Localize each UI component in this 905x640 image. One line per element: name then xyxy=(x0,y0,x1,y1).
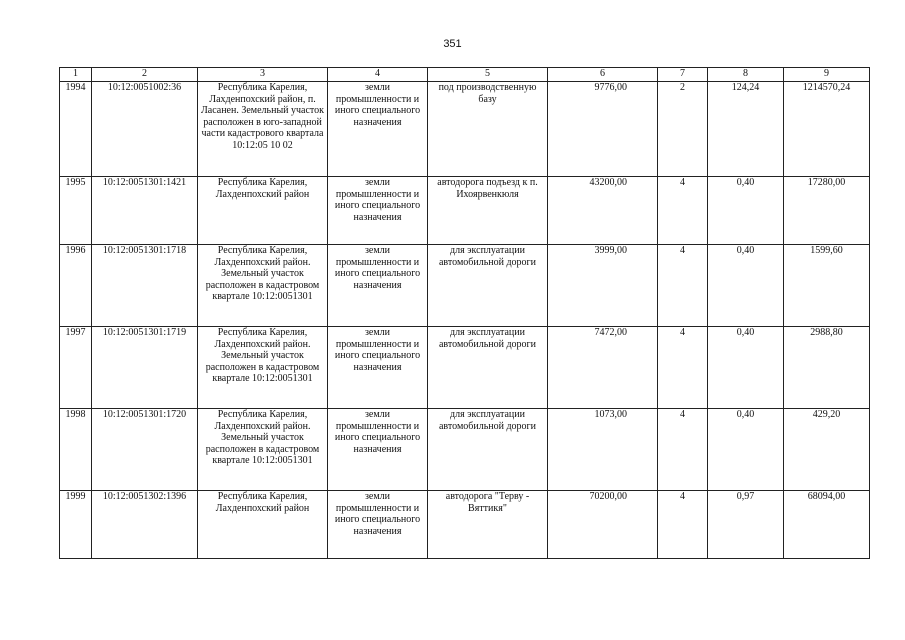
table-header-row xyxy=(60,68,870,82)
land-category-cell: земли промышленности и иного специального назначения xyxy=(328,82,428,177)
table-row xyxy=(60,245,870,327)
cadastral-number: 10:12:0051301:1720 xyxy=(92,409,198,491)
address-cell: Республика Карелия, Лахденпохский район. Земельный участок расположен в кадастровом квартале 10:12:0051301 xyxy=(198,245,328,327)
land-registry-table xyxy=(59,67,870,559)
total-cell: 2988,80 xyxy=(784,327,870,409)
cadastral-number: 10:12:0051302:1396 xyxy=(92,491,198,559)
address-cell: Республика Карелия, Лахденпохский район. Земельный участок расположен в кадастровом квартале 10:12:0051301 xyxy=(198,327,328,409)
area-cell: 43200,00 xyxy=(548,177,658,245)
table-row xyxy=(60,491,870,559)
land-category-cell: земли промышленности и иного специального назначения xyxy=(328,409,428,491)
permitted-use-cell: автодорога "Терву - Вяттикя" xyxy=(428,491,548,559)
coefficient-cell: 4 xyxy=(658,327,708,409)
total-cell: 1214570,24 xyxy=(784,82,870,177)
row-number: 1994 xyxy=(60,82,92,177)
row-number: 1995 xyxy=(60,177,92,245)
coefficient-cell: 4 xyxy=(658,409,708,491)
address-cell: Республика Карелия, Лахденпохский район. Земельный участок расположен в кадастровом квартале 10:12:0051301 xyxy=(198,409,328,491)
table-row xyxy=(60,177,870,245)
address-cell: Республика Карелия, Лахденпохский район, п. Ласанен. Земельный участок расположен в юго-западной части кадастрового квартала 10:12:05 10 02 xyxy=(198,82,328,177)
permitted-use-cell: автодорога подъезд к п. Ихоярвенкюля xyxy=(428,177,548,245)
land-category-cell: земли промышленности и иного специального назначения xyxy=(328,177,428,245)
coefficient-cell: 4 xyxy=(658,491,708,559)
cadastral-number: 10:12:0051301:1421 xyxy=(92,177,198,245)
column-header: 4 xyxy=(328,68,428,82)
row-number: 1999 xyxy=(60,491,92,559)
land-category-cell: земли промышленности и иного специального назначения xyxy=(328,491,428,559)
column-header: 2 xyxy=(92,68,198,82)
total-cell: 1599,60 xyxy=(784,245,870,327)
address-cell: Республика Карелия, Лахденпохский район xyxy=(198,491,328,559)
area-cell: 9776,00 xyxy=(548,82,658,177)
area-cell: 70200,00 xyxy=(548,491,658,559)
coefficient-cell: 4 xyxy=(658,177,708,245)
row-number: 1996 xyxy=(60,245,92,327)
column-header: 3 xyxy=(198,68,328,82)
table-row xyxy=(60,409,870,491)
column-header: 6 xyxy=(548,68,658,82)
area-cell: 3999,00 xyxy=(548,245,658,327)
land-category-cell: земли промышленности и иного специального назначения xyxy=(328,245,428,327)
permitted-use-cell: для эксплуатации автомобильной дороги xyxy=(428,245,548,327)
rate-cell: 0,40 xyxy=(708,327,784,409)
cadastral-number: 10:12:0051301:1719 xyxy=(92,327,198,409)
coefficient-cell: 4 xyxy=(658,245,708,327)
area-cell: 1073,00 xyxy=(548,409,658,491)
rate-cell: 0,97 xyxy=(708,491,784,559)
page-number: 351 xyxy=(443,38,462,50)
cadastral-number: 10:12:0051002:36 xyxy=(92,82,198,177)
rate-cell: 0,40 xyxy=(708,177,784,245)
column-header: 9 xyxy=(784,68,870,82)
column-header: 1 xyxy=(60,68,92,82)
address-cell: Республика Карелия, Лахденпохский район xyxy=(198,177,328,245)
permitted-use-cell: для эксплуатации автомобильной дороги xyxy=(428,409,548,491)
table-row xyxy=(60,82,870,177)
column-header: 8 xyxy=(708,68,784,82)
total-cell: 68094,00 xyxy=(784,491,870,559)
table-row xyxy=(60,327,870,409)
total-cell: 429,20 xyxy=(784,409,870,491)
permitted-use-cell: под производственную базу xyxy=(428,82,548,177)
cadastral-number: 10:12:0051301:1718 xyxy=(92,245,198,327)
land-category-cell: земли промышленности и иного специального назначения xyxy=(328,327,428,409)
permitted-use-cell: для эксплуатации автомобильной дороги xyxy=(428,327,548,409)
coefficient-cell: 2 xyxy=(658,82,708,177)
rate-cell: 124,24 xyxy=(708,82,784,177)
row-number: 1997 xyxy=(60,327,92,409)
rate-cell: 0,40 xyxy=(708,245,784,327)
row-number: 1998 xyxy=(60,409,92,491)
column-header: 5 xyxy=(428,68,548,82)
area-cell: 7472,00 xyxy=(548,327,658,409)
total-cell: 17280,00 xyxy=(784,177,870,245)
column-header: 7 xyxy=(658,68,708,82)
rate-cell: 0,40 xyxy=(708,409,784,491)
